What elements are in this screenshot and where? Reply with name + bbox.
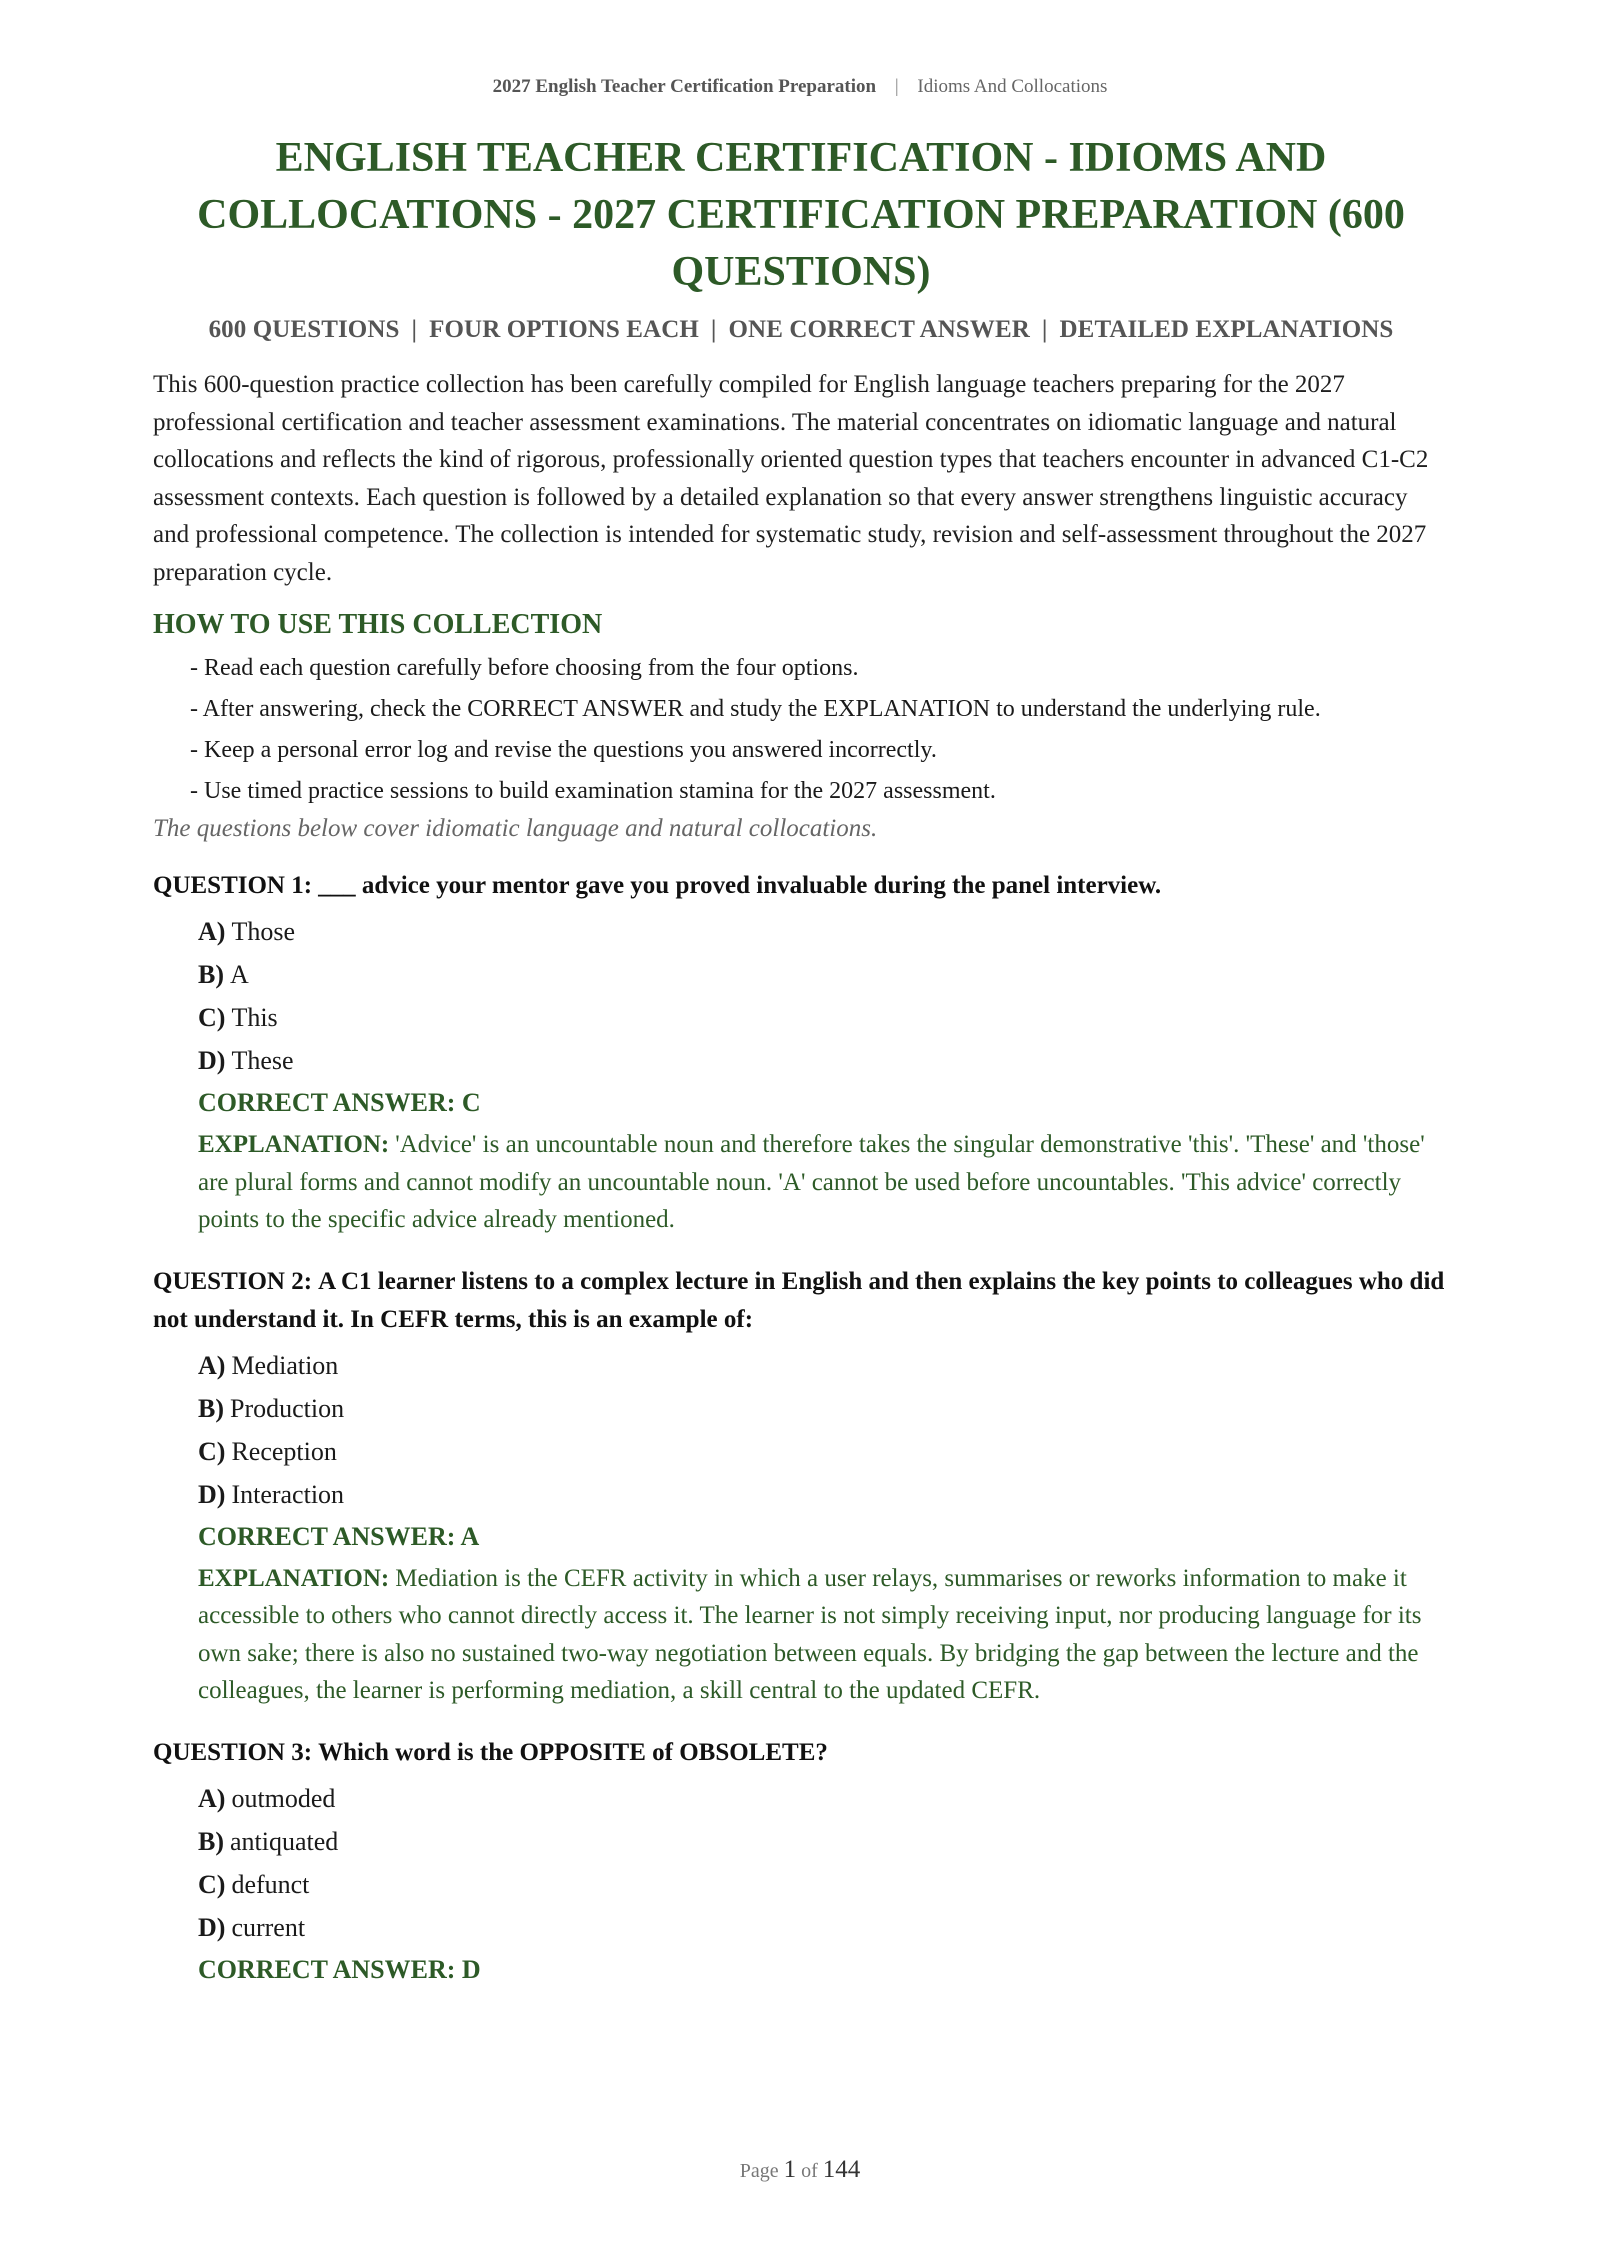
option-letter: A) (198, 1783, 226, 1813)
running-header-separator: | (894, 76, 899, 97)
question-number: QUESTION 2: (153, 1267, 313, 1295)
question-text: ___ advice your mentor gave you proved invaluable during the panel interview. (318, 872, 1162, 899)
option-letter: A) (198, 917, 226, 946)
option-b (198, 953, 1449, 996)
option-d (198, 1039, 1449, 1082)
explanation-label: EXPLANATION: (198, 1564, 390, 1592)
question-3 (153, 1734, 1449, 1991)
option-c (198, 1430, 1449, 1473)
correct-answer (153, 1082, 1449, 1124)
correct-answer-value: D (461, 1954, 481, 1984)
page-number: 1 (783, 2156, 797, 2183)
option-text: current (231, 1912, 306, 1942)
explanation-text: 'Advice' is an uncountable noun and therefore takes the singular demonstrative 'this'. 'These' and 'those' are plural forms and cannot modify an uncountable noun. 'A' cannot be used before uncountables. 'This advice' correctly points to the specific advice already mentioned. (198, 1131, 1425, 1233)
question-stem (153, 1263, 1449, 1339)
how-to-list (153, 651, 1449, 809)
question-2 (153, 1263, 1449, 1710)
option-text: This (231, 1003, 278, 1032)
option-letter: D) (198, 1046, 226, 1075)
option-letter: D) (198, 1912, 226, 1942)
option-letter: B) (198, 1826, 224, 1856)
correct-answer (153, 1949, 1449, 1991)
question-text: Which word is the OPPOSITE of OBSOLETE? (318, 1738, 828, 1766)
subtitle-item: DETAILED EXPLANATIONS (1059, 316, 1394, 343)
how-to-item: - Keep a personal error log and revise the questions you answered incorrectly. (190, 737, 937, 763)
correct-answer-value: A (460, 1521, 480, 1551)
correct-answer-label: CORRECT ANSWER: (198, 1954, 456, 1984)
option-letter: C) (198, 1436, 226, 1466)
subtitle-separator: | (1041, 316, 1048, 343)
explanation-text: Mediation is the CEFR activity in which a user relays, summarises or reworks information to make it accessible to others who cannot directly access it. The learner is not simply receiving input, nor producing language for its own sake; there is also no sustained two-way negotiation between equals. By bridging the gap between the lecture and the colleagues, the learner is performing mediation, a skill central to the updated CEFR. (198, 1564, 1422, 1704)
subtitle-item: ONE CORRECT ANSWER (728, 316, 1030, 343)
explanation-label: EXPLANATION: (198, 1131, 390, 1158)
correct-answer-value: C (461, 1088, 481, 1117)
option-a (198, 910, 1449, 953)
option-b (198, 1820, 1449, 1863)
option-letter: D) (198, 1479, 226, 1509)
subtitle-separator: | (710, 316, 717, 343)
option-text: Production (230, 1393, 345, 1423)
explanation (153, 1560, 1449, 1710)
option-c (198, 996, 1449, 1039)
option-text: These (231, 1046, 294, 1075)
page-of-label: of (801, 2160, 818, 2182)
question-stem (153, 867, 1449, 905)
option-letter: C) (198, 1869, 226, 1899)
option-text: outmoded (231, 1783, 336, 1813)
how-to-item: - Read each question carefully before choosing from the four options. (190, 655, 859, 681)
question-1 (153, 867, 1449, 1239)
question-stem (153, 1734, 1449, 1772)
option-letter: B) (198, 1393, 224, 1423)
option-list (153, 1344, 1449, 1516)
subtitle-separator: | (411, 316, 418, 343)
option-a (198, 1777, 1449, 1820)
correct-answer-label: CORRECT ANSWER: (198, 1521, 456, 1551)
running-header-series: 2027 English Teacher Certification Preparation (492, 76, 877, 97)
option-letter: C) (198, 1003, 226, 1032)
option-d (198, 1906, 1449, 1949)
how-to-item: - After answering, check the CORRECT ANSWER and study the EXPLANATION to understand the underlying rule. (190, 696, 1321, 722)
document-title: ENGLISH TEACHER CERTIFICATION - IDIOMS AND COLLOCATIONS - 2027 CERTIFICATION PREPARATION (600 QUESTIONS) (197, 135, 1405, 295)
option-text: antiquated (230, 1826, 339, 1856)
option-text: A (230, 960, 249, 989)
subtitle-item: 600 QUESTIONS (208, 316, 400, 343)
option-text: Mediation (231, 1350, 339, 1380)
page-label: Page (739, 2160, 779, 2182)
option-text: Those (231, 917, 295, 946)
collection-note: The questions below cover idiomatic language and natural collocations. (153, 815, 878, 842)
subtitle-item: FOUR OPTIONS EACH (429, 316, 699, 343)
question-text: A C1 learner listens to a complex lecture in English and then explains the key points to colleagues who did not understand it. In CEFR terms, this is an example of: (153, 1267, 1445, 1333)
correct-answer (153, 1516, 1449, 1558)
question-number: QUESTION 3: (153, 1738, 313, 1766)
explanation (153, 1126, 1449, 1239)
running-header-topic: Idioms And Collocations (917, 76, 1108, 97)
option-a (198, 1344, 1449, 1387)
running-header (0, 76, 1600, 98)
option-list (153, 910, 1449, 1082)
option-list (153, 1777, 1449, 1949)
option-text: defunct (231, 1869, 310, 1899)
page-content (153, 130, 1449, 1991)
page-total: 144 (822, 2156, 861, 2183)
option-b (198, 1387, 1449, 1430)
option-text: Interaction (231, 1479, 345, 1509)
option-letter: B) (198, 960, 224, 989)
option-c (198, 1863, 1449, 1906)
option-text: Reception (231, 1436, 337, 1466)
how-to-heading: HOW TO USE THIS COLLECTION (153, 609, 603, 640)
option-d (198, 1473, 1449, 1516)
option-letter: A) (198, 1350, 226, 1380)
page-footer (0, 2156, 1600, 2184)
how-to-item: - Use timed practice sessions to build examination stamina for the 2027 assessment. (190, 778, 996, 804)
question-number: QUESTION 1: (153, 872, 313, 899)
correct-answer-label: CORRECT ANSWER: (198, 1088, 456, 1117)
intro-paragraph: This 600-question practice collection has been carefully compiled for English language teachers preparing for the 2027 professional certification and teacher assessment examinations. The material concentrates on idiomatic language and natural collocations and reflects the kind of rigorous, professionally oriented question types that teachers encounter in advanced C1-C2 assessment contexts. Each question is followed by a detailed explanation so that every answer strengthens linguistic accuracy and professional competence. The collection is intended for systematic study, revision and self-assessment throughout the 2027 preparation cycle. (153, 371, 1429, 586)
document-subtitle (153, 316, 1449, 344)
